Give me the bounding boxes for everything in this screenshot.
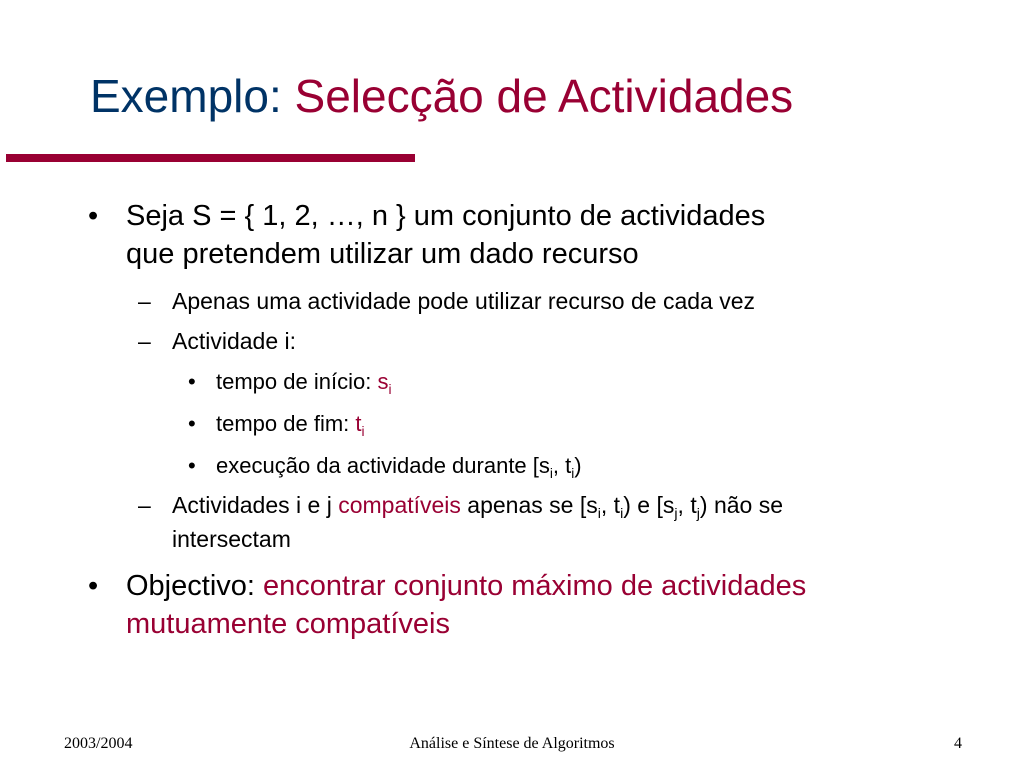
dash-marker: – [138,492,151,518]
bullet-1-line-1: Seja S = { 1, 2, …, n } um conjunto de actividades [126,200,766,232]
footer-page-number: 4 [954,735,962,752]
end-time-label: tempo de fim: [216,411,356,436]
objective-text: encontrar conjunto máximo de actividades [263,570,807,602]
title-underline [6,154,415,162]
sub-bullet-activity-i: Actividade i: [172,328,297,354]
start-time-symbol: $s_i$ [377,369,392,397]
bullet-marker: • [188,453,196,478]
slide-title [90,66,793,126]
dash-marker: – [138,288,151,314]
sub-bullet-single-use: Apenas uma actividade pode utilizar recurso de cada vez [172,288,756,314]
execution-interval-item: execução da actividade durante [$s_i$, $t_i$) [216,453,582,481]
title-main: Selecção de Actividades [294,70,794,122]
end-time-item [216,410,365,438]
start-time-label: tempo de início: [216,369,378,394]
footer-year: 2003/2004 [64,735,133,752]
objective-line-1 [126,568,806,604]
dash-marker: – [138,328,151,354]
bullet-1-line-2: que pretendem utilizar um dado recurso [126,238,639,270]
footer-course-title: Análise e Síntese de Algoritmos [409,735,615,752]
title-prefix: Exemplo: [90,70,295,122]
bullet-marker: • [88,570,99,602]
objective-line-2: mutuamente compatíveis [126,608,450,640]
end-time-symbol: $t_i$ [355,411,365,439]
bullet-marker: • [188,411,196,436]
compatible-term: compatíveis [338,492,461,518]
compatibility-definition: Actividades i e j compatíveis apenas se [$s_i$, $t_i$) e [$s_j$, $t_j$) não se [172,492,783,522]
bullet-marker: • [88,200,99,232]
start-time-item [216,368,391,396]
bullet-marker: • [188,369,196,394]
objective-label: Objectivo: [126,570,263,602]
compatibility-definition-line-2: intersectam [172,526,291,552]
